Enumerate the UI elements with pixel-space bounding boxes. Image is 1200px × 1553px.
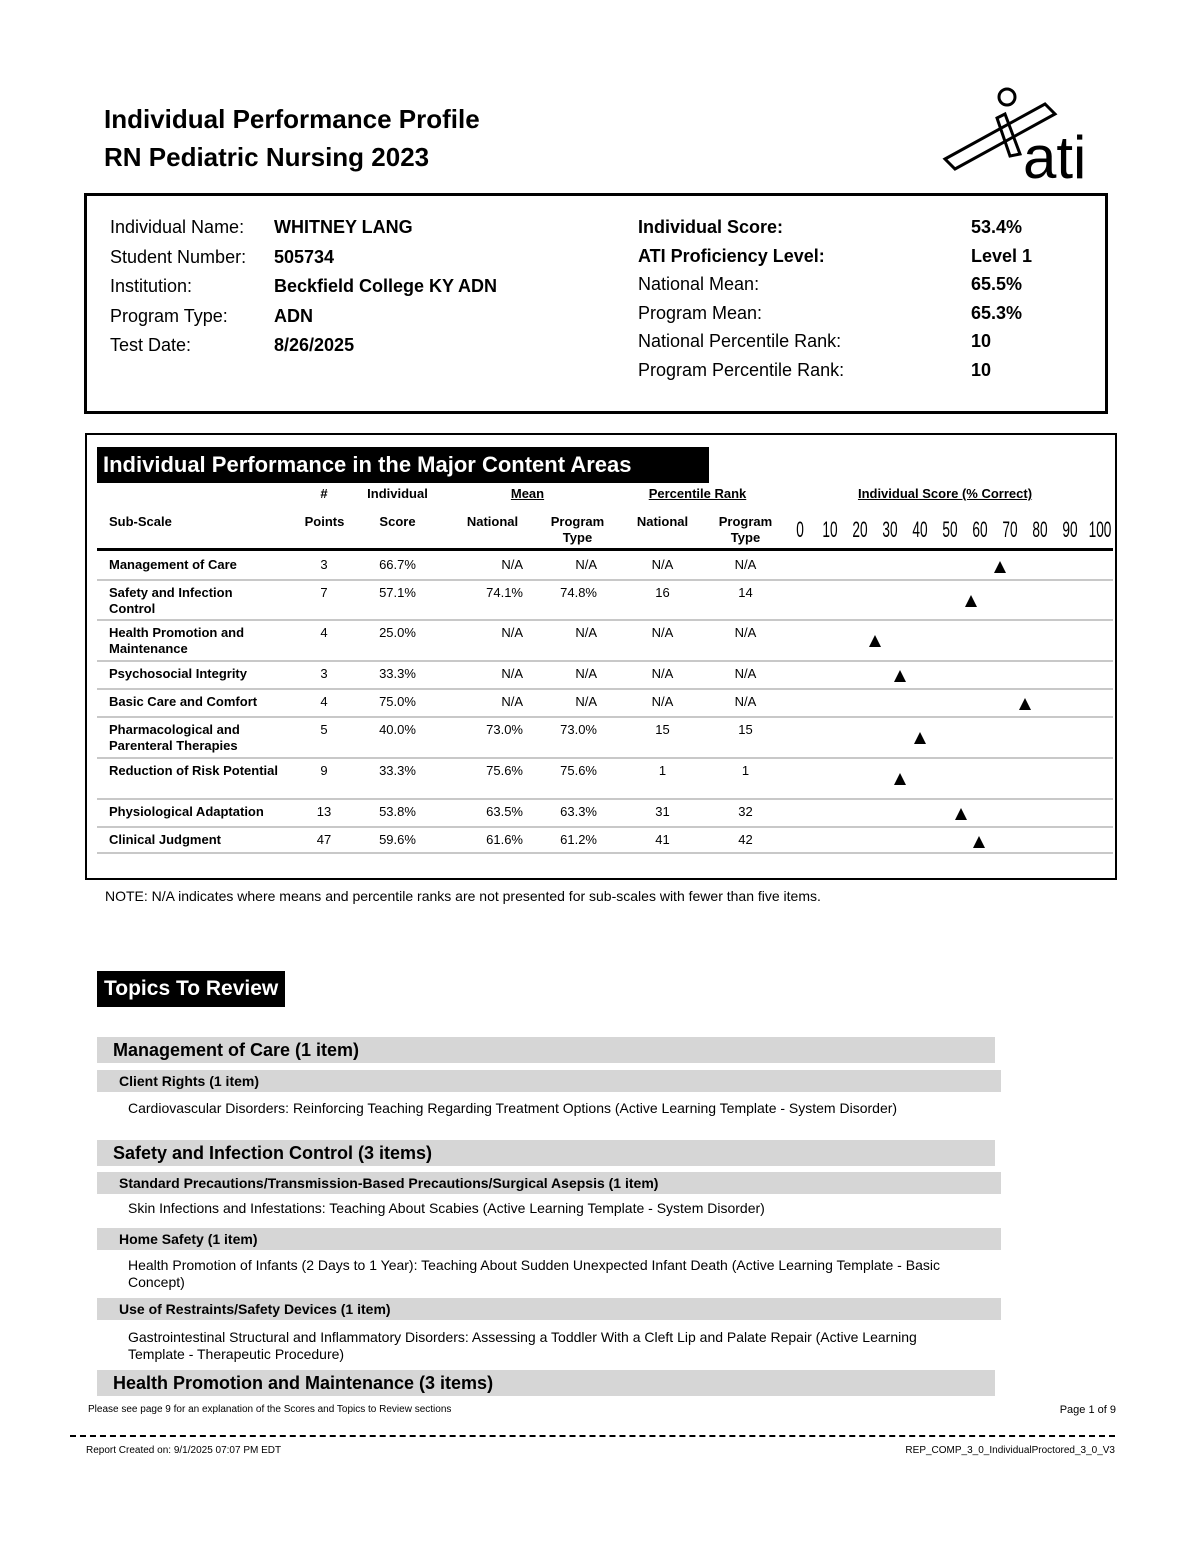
row-divider	[97, 579, 1113, 581]
topic-item: Cardiovascular Disorders: Reinforcing Teaching Regarding Treatment Options (Active Learning Template - System Disorder)	[128, 1100, 898, 1116]
score-value: 66.7%	[379, 557, 416, 572]
subscale-name: Reduction of Risk Potential	[109, 763, 279, 778]
score-marker	[973, 836, 985, 848]
topic-category: Safety and Infection Control (3 items)	[97, 1140, 995, 1166]
program-mean-value: 74.8%	[560, 585, 597, 600]
national-mean-value: N/A	[501, 625, 523, 640]
score-marker	[965, 595, 977, 607]
points-value: 47	[316, 832, 332, 847]
national-rank-value: N/A	[651, 694, 674, 709]
score-value: 33.3%	[379, 666, 416, 681]
logo-text: ati	[1023, 124, 1087, 184]
program-rank-value: N/A	[734, 625, 757, 640]
program-rank-value: 42	[738, 832, 753, 847]
topic-category: Health Promotion and Maintenance (3 items)	[97, 1370, 995, 1396]
table-header-rule	[97, 548, 1113, 551]
header-mean-group: Mean	[510, 486, 545, 501]
points-value: 5	[320, 722, 328, 737]
row-divider	[97, 716, 1113, 718]
program-mean-value: 73.0%	[560, 722, 597, 737]
info-value: 505734	[274, 246, 335, 267]
topics-section-header: Topics To Review	[97, 971, 285, 1007]
performance-section-header: Individual Performance in the Major Content Areas	[97, 447, 709, 483]
national-mean-value: 61.6%	[486, 832, 523, 847]
program-rank-value: N/A	[734, 694, 757, 709]
info-value: ADN	[274, 305, 313, 326]
info-value: Beckfield College KY ADN	[274, 276, 498, 296]
score-marker	[894, 773, 906, 785]
points-value: 4	[320, 625, 328, 640]
header-mean-national: National	[466, 514, 519, 529]
row-divider	[97, 826, 1113, 828]
ati-logo	[935, 84, 1115, 184]
row-divider	[97, 619, 1113, 621]
info-value: WHITNEY LANG	[274, 217, 413, 237]
points-value: 9	[320, 763, 328, 778]
info-label: Test Date:	[110, 335, 192, 355]
topic-item: Gastrointestinal Structural and Inflammatory Disorders: Assessing a Toddler With a Cleft Lip and Palate Repair (Active Learning Template - Therapeutic Procedure)	[128, 1329, 917, 1362]
topic-category: Management of Care (1 item)	[97, 1037, 995, 1063]
national-rank-value: N/A	[651, 625, 674, 640]
x-tick-label: 10	[822, 517, 838, 542]
score-value: 40.0%	[379, 722, 416, 737]
national-mean-value: 63.5%	[486, 804, 523, 819]
row-divider	[97, 757, 1113, 759]
score-value: 57.1%	[379, 585, 416, 600]
info-label: Institution:	[110, 276, 193, 296]
score-value: 59.6%	[379, 832, 416, 847]
info-label: National Percentile Rank:	[638, 331, 842, 351]
x-tick-label: 70	[1002, 517, 1018, 542]
x-tick-label: 40	[912, 517, 928, 542]
score-value: 25.0%	[379, 625, 416, 640]
x-tick-label: 60	[972, 517, 988, 542]
topic-subcategory: Use of Restraints/Safety Devices (1 item)	[97, 1298, 1001, 1320]
topic-subcategory: Client Rights (1 item)	[97, 1070, 1001, 1092]
header-score-top: Individual	[367, 486, 428, 501]
row-divider	[97, 660, 1113, 662]
points-value: 13	[316, 804, 332, 819]
score-value: 33.3%	[379, 763, 416, 778]
info-label: Student Number:	[110, 246, 247, 267]
x-tick-label: 90	[1062, 517, 1078, 542]
subscale-name: Clinical Judgment	[109, 832, 221, 847]
points-value: 7	[320, 585, 328, 600]
national-rank-value: 1	[658, 763, 667, 778]
info-value: 10	[971, 359, 992, 380]
na-note: NOTE: N/A indicates where means and percentile ranks are not presented for sub-scales with fewer than five items.	[105, 888, 821, 904]
x-tick-label: 50	[942, 517, 958, 542]
program-rank-value: 14	[738, 585, 753, 600]
header-points-top: #	[320, 486, 328, 501]
topic-subcategory: Home Safety (1 item)	[97, 1228, 1001, 1250]
info-label: National Mean:	[638, 274, 760, 294]
national-rank-value: 15	[655, 722, 670, 737]
header-rank-group: Percentile Rank	[648, 486, 747, 501]
info-label: Program Percentile Rank:	[638, 359, 845, 380]
score-marker	[994, 561, 1006, 573]
program-mean-value: 63.3%	[560, 804, 597, 819]
program-mean-value: N/A	[575, 625, 597, 640]
x-tick-label: 80	[1032, 517, 1048, 542]
subscale-name: Pharmacological and Parenteral Therapies	[109, 722, 240, 753]
subscale-name: Physiological Adaptation	[109, 804, 264, 819]
national-mean-value: 75.6%	[486, 763, 523, 778]
header-chart-group: Individual Score (% Correct)	[857, 486, 1033, 501]
row-divider	[97, 798, 1113, 800]
program-mean-value: N/A	[575, 666, 597, 681]
info-value: Level 1	[971, 245, 1033, 266]
national-mean-value: N/A	[501, 557, 523, 572]
score-marker	[914, 732, 926, 744]
report-code: REP_COMP_3_0_IndividualProctored_3_0_V3	[905, 1445, 1115, 1456]
subscale-name: Psychosocial Integrity	[109, 666, 247, 681]
x-tick-label: 30	[882, 517, 898, 542]
score-value: 53.8%	[379, 804, 416, 819]
subscale-name: Basic Care and Comfort	[109, 694, 258, 709]
info-label: Individual Score:	[638, 217, 784, 237]
score-marker	[1019, 698, 1031, 710]
info-label: Individual Name:	[110, 217, 245, 237]
header-rank-program: Program Type	[718, 514, 773, 545]
national-rank-value: N/A	[651, 557, 674, 572]
program-mean-value: N/A	[575, 694, 597, 709]
row-divider	[97, 852, 1113, 854]
info-value: 53.4%	[971, 217, 1023, 237]
program-rank-value: 1	[741, 763, 750, 778]
info-value: 10	[971, 331, 992, 351]
topic-subcategory: Standard Precautions/Transmission-Based Precautions/Surgical Asepsis (1 item)	[97, 1172, 1001, 1194]
program-rank-value: 32	[738, 804, 753, 819]
info-label: Program Mean:	[638, 302, 763, 323]
footer-explanation: Please see page 9 for an explanation of the Scores and Topics to Review sections	[88, 1404, 452, 1415]
national-mean-value: N/A	[501, 694, 523, 709]
topic-item: Skin Infections and Infestations: Teaching About Scabies (Active Learning Template - System Disorder)	[128, 1200, 765, 1216]
points-value: 3	[320, 666, 328, 681]
national-rank-value: 31	[655, 804, 670, 819]
subscale-name: Health Promotion and Maintenance	[109, 625, 245, 656]
info-label: Program Type:	[110, 305, 228, 326]
info-label: ATI Proficiency Level:	[638, 245, 825, 266]
row-divider	[97, 688, 1113, 690]
header-rank-national: National	[636, 514, 689, 529]
program-rank-value: 15	[738, 722, 753, 737]
program-rank-value: N/A	[734, 557, 757, 572]
header-subscale: Sub-Scale	[109, 514, 172, 529]
x-tick-label: 20	[852, 517, 868, 542]
national-mean-value: N/A	[501, 666, 523, 681]
title-line-2: RN Pediatric Nursing 2023	[104, 142, 430, 172]
report-created: Report Created on: 9/1/2025 07:07 PM EDT	[86, 1445, 282, 1456]
score-marker	[869, 635, 881, 647]
subscale-name: Management of Care	[109, 557, 237, 572]
subscale-name: Safety and Infection Control	[109, 585, 233, 616]
national-rank-value: N/A	[651, 666, 674, 681]
header-score: Score	[379, 514, 416, 529]
program-mean-value: 75.6%	[560, 763, 597, 778]
program-rank-value: N/A	[734, 666, 757, 681]
info-value: 65.3%	[971, 302, 1023, 323]
info-value: 8/26/2025	[274, 335, 355, 355]
title-line-1: Individual Performance Profile	[104, 104, 480, 134]
program-mean-value: 61.2%	[560, 832, 597, 847]
score-marker	[894, 670, 906, 682]
page-title	[104, 100, 480, 176]
topic-item: Health Promotion of Infants (2 Days to 1 Year): Teaching About Sudden Unexpected Infant Death (Active Learning Template - Basic Concept)	[128, 1257, 940, 1290]
x-tick-label: 100	[1088, 517, 1112, 542]
header-points: Points	[304, 514, 345, 529]
page-number: Page 1 of 9	[1059, 1404, 1116, 1416]
program-mean-value: N/A	[575, 557, 597, 572]
points-value: 4	[320, 694, 328, 709]
info-value: 65.5%	[971, 274, 1023, 294]
score-marker	[955, 808, 967, 820]
national-mean-value: 73.0%	[486, 722, 523, 737]
footer-divider	[70, 1435, 1115, 1437]
header-mean-program: Program Type	[550, 514, 605, 545]
national-rank-value: 16	[655, 585, 670, 600]
score-value: 75.0%	[379, 694, 416, 709]
national-mean-value: 74.1%	[486, 585, 523, 600]
x-tick-label: 0	[796, 517, 804, 542]
national-rank-value: 41	[655, 832, 670, 847]
points-value: 3	[320, 557, 328, 572]
